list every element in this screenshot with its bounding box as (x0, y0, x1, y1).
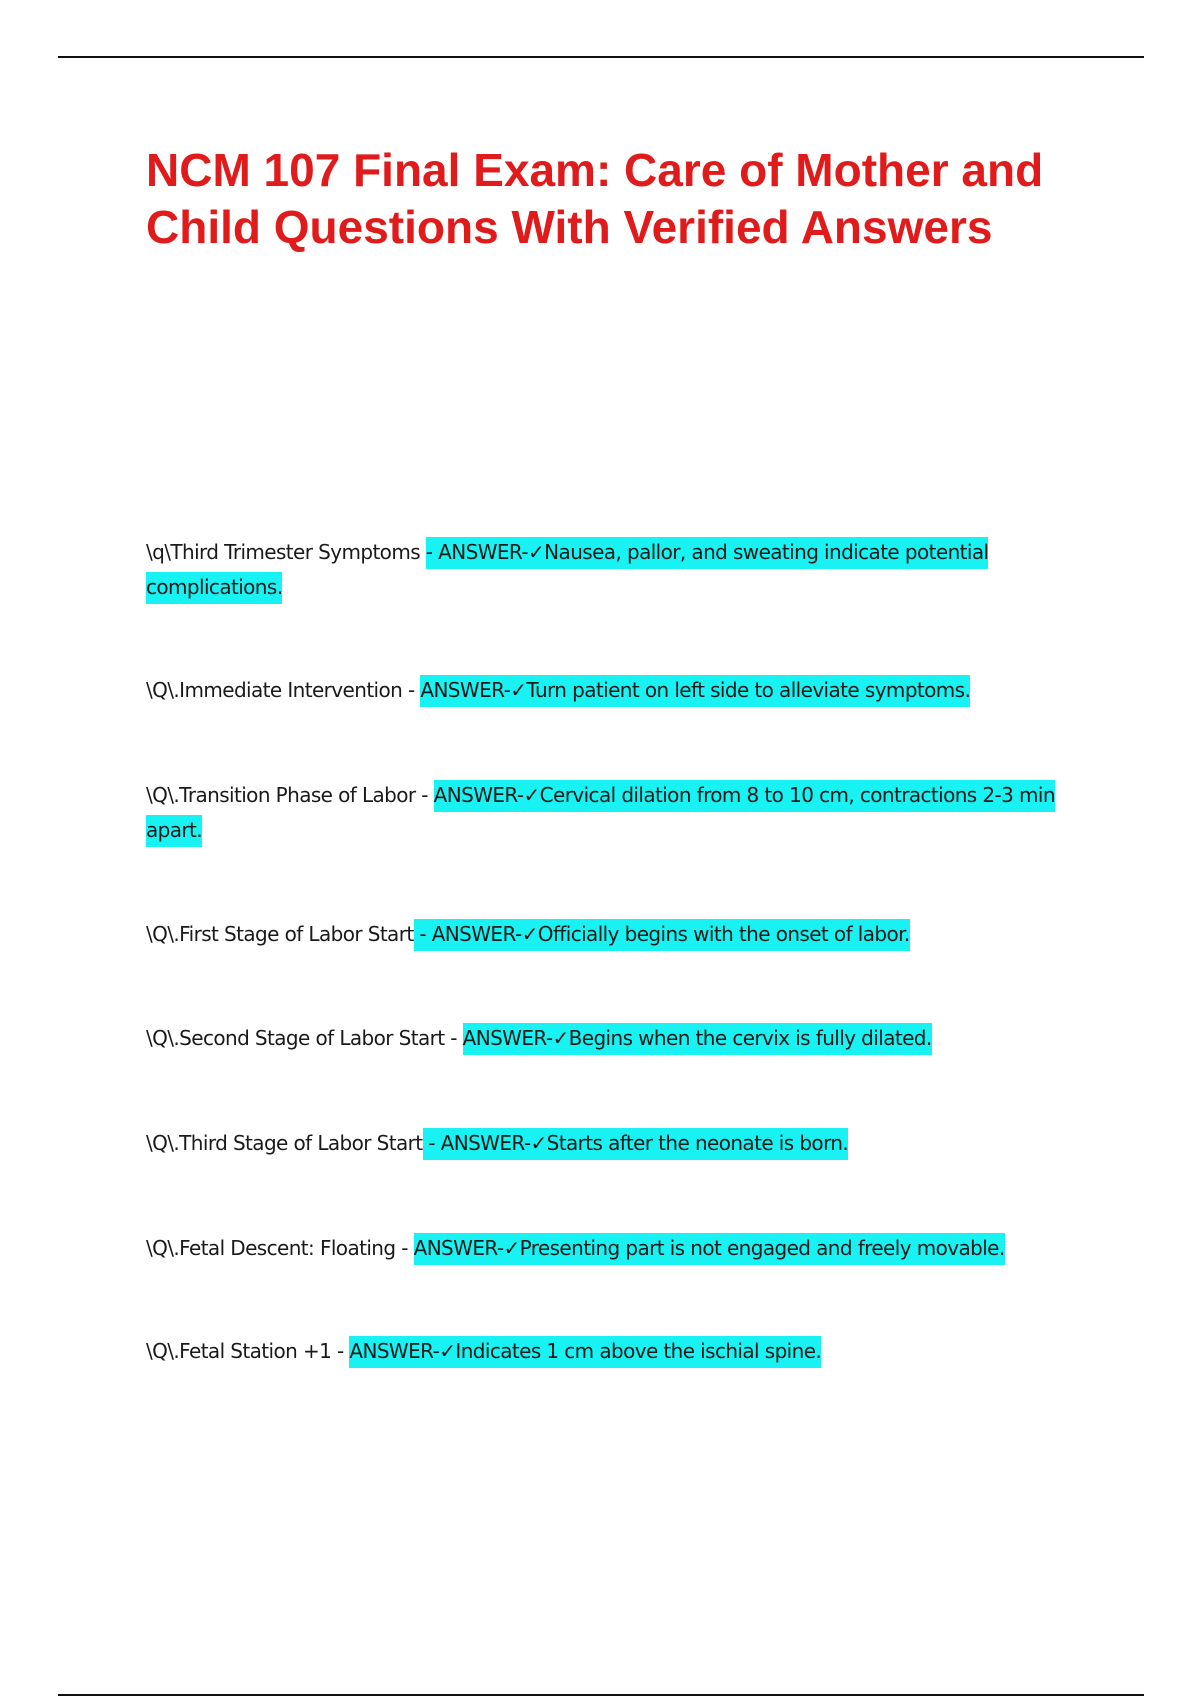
question-text: \Q\.Transition Phase of Labor (146, 783, 422, 807)
bottom-rule (58, 1694, 1144, 1696)
question-text: \Q\.Second Stage of Labor Start (146, 1026, 451, 1050)
qa-item (146, 917, 1066, 952)
document-title: NCM 107 Final Exam: Care of Mother and Child Questions With Verified Answers (146, 144, 1044, 253)
separator: - (337, 1339, 350, 1363)
answer-text: - ANSWER-✓Nausea, pallor, and sweating indicate potential complications. (146, 537, 988, 604)
answer-text: ANSWER-✓Begins when the cervix is fully dilated. (463, 1023, 932, 1055)
qa-item (146, 1334, 1066, 1369)
separator: - (407, 678, 421, 702)
answer-text: - ANSWER-✓Starts after the neonate is born. (423, 1128, 849, 1160)
answer-text: ANSWER-✓Cervical dilation from 8 to 10 cm, contractions 2-3 min apart. (146, 780, 1055, 847)
qa-item (146, 1231, 1066, 1266)
answer-text: ANSWER-✓Turn patient on left side to alleviate symptoms. (420, 675, 970, 707)
answer-text: - ANSWER-✓Officially begins with the onset of labor. (414, 919, 910, 951)
qa-item (146, 1021, 1066, 1056)
qa-item (146, 1126, 1066, 1161)
answer-text: ANSWER-✓Presenting part is not engaged and freely movable. (414, 1233, 1005, 1265)
question-text: \Q\.First Stage of Labor Start (146, 922, 414, 946)
question-text: \Q\.Third Stage of Labor Start (146, 1131, 423, 1155)
separator: - (401, 1236, 414, 1260)
separator: - (421, 783, 434, 807)
question-text: \Q\.Fetal Station +1 (146, 1339, 338, 1363)
answer-text: ANSWER-✓Indicates 1 cm above the ischial spine. (349, 1336, 821, 1368)
qa-item (146, 535, 1066, 605)
qa-item (146, 673, 1066, 708)
question-text: \Q\.Fetal Descent: Floating (146, 1236, 402, 1260)
separator: - (450, 1026, 463, 1050)
question-text: \q\Third Trimester Symptoms (146, 540, 426, 564)
qa-item (146, 778, 1066, 848)
top-rule (58, 56, 1144, 58)
question-text: \Q\.Immediate Intervention (146, 678, 408, 702)
